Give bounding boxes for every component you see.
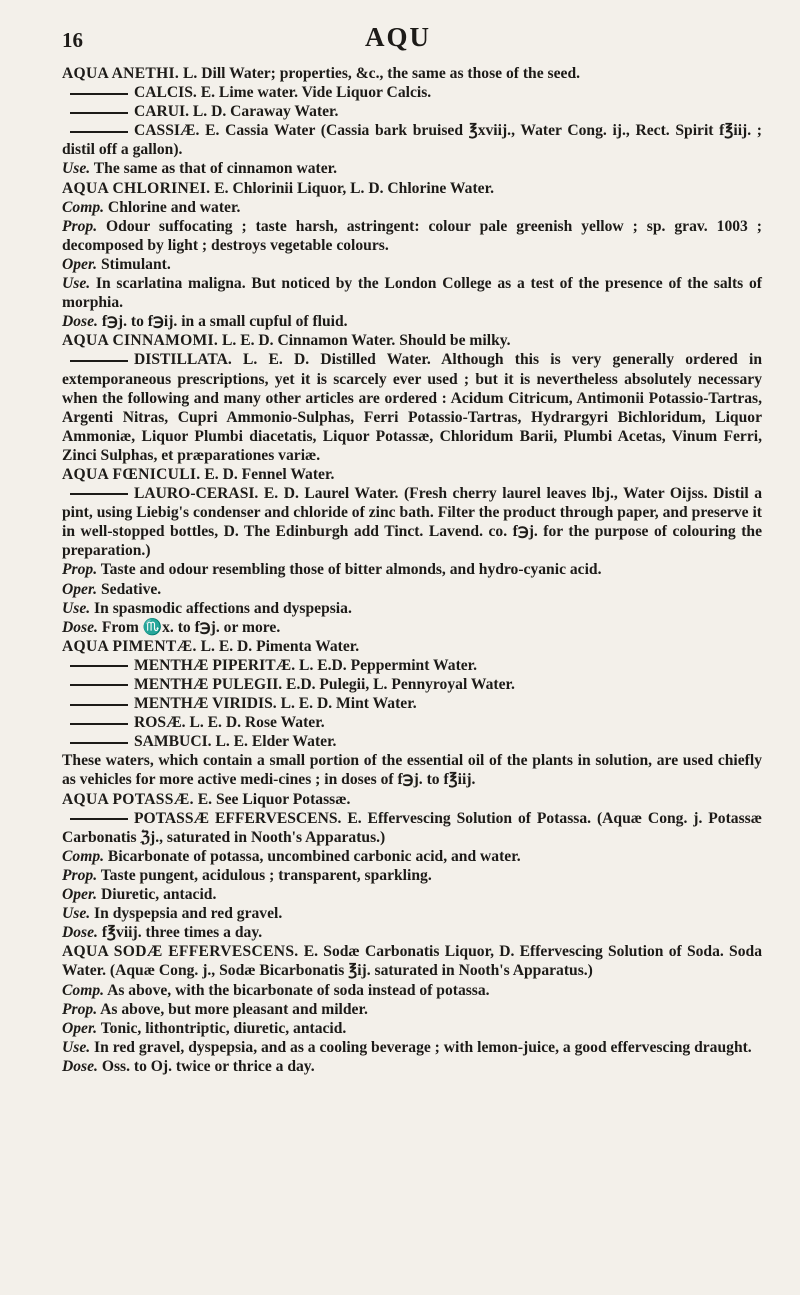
field-label: Prop.: [62, 866, 98, 884]
entry-text: POTASSÆ EFFERVESCENS. E. Effervescing Solution of Potassa. (Aquæ Cong. j. Potassæ Carbonatis ℨj., saturated in Nooth's Apparatus.): [62, 809, 762, 846]
entry-headword: AQUA ANETHI.: [62, 65, 180, 82]
entry-subentry: [62, 656, 762, 675]
page-header: [62, 18, 762, 52]
entry-subentry: [62, 102, 762, 121]
field-label: Use.: [62, 1038, 91, 1056]
field-label: Comp.: [62, 198, 105, 216]
entry-field: [62, 560, 762, 579]
field-label: Comp.: [62, 981, 105, 999]
entry-text: L. E. D. Cinnamon Water. Should be milky.: [218, 332, 511, 350]
entry-headword: AQUA CHLORINEI.: [62, 179, 211, 197]
entry-field: [62, 599, 762, 618]
entry-headword: AQUA CINNAMOMI.: [62, 332, 219, 350]
entry-subentry: [62, 713, 762, 732]
entry-subentry: [62, 121, 762, 159]
field-text: Oss. to Oj. twice or thrice a day.: [97, 1057, 315, 1075]
field-text: Diuretic, antacid.: [97, 886, 217, 904]
entry-text: E. Sodæ Carbonatis Liquor, D. Effervescing Solution of Soda. Soda Water. (Aquæ Cong. j., Sodæ Bicarbonatis ℥ij. saturated in Nooth's Apparatus.): [62, 943, 762, 980]
entry-main: [62, 331, 762, 350]
entry-field: [62, 1019, 762, 1038]
entry-text: DISTILLATA. L. E. D. Distilled Water. Although this is very generally ordered in extemporaneous prescriptions, yet it is scarcely ever used ; but it is nevertheless absolutely necessary when the following and many other articles are ordered : Acidum Citricum, Antimonii Potassio-Tartras, Argenti Nitras, Cupri Ammonio-Sulphas, Ferri Potassio-Tartras, Hydrargyri Bichloridum, Liquor Ammoniæ, Liquor Plumbi diacetatis, Liquor Potassæ, Chloridum Barii, Plumbi Acetas, Vinum Ferri, Zinci Sulphas, et præparationes variæ.: [62, 351, 762, 464]
entry-main: [62, 790, 762, 809]
page-number: 16: [62, 28, 83, 52]
entry-main: [62, 179, 762, 198]
entry-headword: AQUA POTASSÆ.: [62, 790, 194, 808]
entry-field: [62, 159, 762, 178]
entry-main: [62, 942, 762, 980]
entry-text: L. E. D. Pimenta Water.: [196, 637, 360, 655]
entry-subentry: [62, 809, 762, 847]
field-label: Dose.: [62, 924, 98, 942]
entry-field: [62, 1038, 762, 1057]
entry-text: MENTHÆ PULEGII. E.D. Pulegii, L. Pennyroyal Water.: [134, 676, 515, 693]
field-text: In dyspepsia and red gravel.: [90, 905, 283, 923]
entry-subentry: [62, 350, 762, 465]
field-label: Dose.: [62, 618, 98, 636]
entry-headword: AQUA PIMENTÆ.: [62, 637, 197, 655]
entry-text: MENTHÆ VIRIDIS. L. E. D. Mint Water.: [134, 695, 417, 713]
field-label: Prop.: [62, 1000, 98, 1018]
field-text: Taste pungent, acidulous ; transparent, sparkling.: [97, 866, 432, 884]
field-label: Use.: [62, 599, 91, 617]
field-text: Odour suffocating ; taste harsh, astringent: colour pale greenish yellow ; sp. grav. 1003 ; decomposed by light ; destroys vegetable colours.: [62, 217, 762, 254]
field-label: Oper.: [62, 1019, 98, 1037]
entry-main: [62, 637, 762, 656]
field-text: Bicarbonate of potassa, uncombined carbonic acid, and water.: [104, 847, 521, 865]
entry-field: [62, 312, 762, 331]
entry-main: [62, 64, 762, 83]
field-label: Oper.: [62, 886, 98, 904]
field-text: In spasmodic affections and dyspepsia.: [90, 599, 352, 617]
field-text: As above, with the bicarbonate of soda instead of potassa.: [104, 981, 490, 999]
entry-text: These waters, which contain a small portion of the essential oil of the plants in solution, are used chiefly as vehicles for more active medi-cines ; in doses of f℈j. to f℥iij.: [62, 752, 762, 789]
entry-field: [62, 1000, 762, 1019]
entry-headword: AQUA SODÆ EFFERVESCENS.: [62, 943, 299, 961]
entry-field: [62, 904, 762, 923]
field-text: The same as that of cinnamon water.: [90, 160, 338, 178]
entry-subentry: [62, 675, 762, 694]
field-text: Tonic, lithontriptic, diuretic, antacid.: [97, 1019, 347, 1037]
field-text: Stimulant.: [97, 255, 171, 273]
field-text: From ♏x. to f℈j. or more.: [97, 618, 281, 636]
entry-field: [62, 885, 762, 904]
field-text: As above, but more pleasant and milder.: [97, 1000, 368, 1018]
entry-field: [62, 1057, 762, 1076]
field-label: Use.: [62, 160, 91, 178]
entry-field: [62, 274, 762, 312]
entry-field: [62, 198, 762, 217]
entry-field: [62, 981, 762, 1000]
entry-text: CALCIS. E. Lime water. Vide Liquor Calcis.: [134, 84, 432, 102]
field-label: Dose.: [62, 313, 98, 331]
field-text: Chlorine and water.: [104, 198, 241, 216]
field-label: Dose.: [62, 1057, 98, 1075]
field-label: Oper.: [62, 580, 98, 598]
entry-field: [62, 618, 762, 637]
entry-text: CARUI. L. D. Caraway Water.: [134, 103, 339, 121]
field-text: In red gravel, dyspepsia, and as a cooling beverage ; with lemon-juice, a good effervescing draught.: [90, 1038, 752, 1056]
field-text: f℥viij. three times a day.: [97, 924, 263, 942]
field-label: Use.: [62, 275, 91, 293]
field-text: Taste and odour resembling those of bitter almonds, and hydro-cyanic acid.: [97, 561, 602, 579]
field-label: Comp.: [62, 847, 105, 865]
entry-field: [62, 580, 762, 599]
field-label: Oper.: [62, 255, 98, 273]
entry-text: E. Chlorinii Liquor, L. D. Chlorine Water.: [210, 179, 494, 197]
entry-subentry: [62, 484, 762, 560]
field-text: In scarlatina maligna. But noticed by the London College as a test of the presence of the salts of morphia.: [62, 275, 762, 312]
field-label: Prop.: [62, 561, 98, 579]
entry-text: E. D. Fennel Water.: [200, 465, 335, 483]
entry-text: L. Dill Water; properties, &c., the same as those of the seed.: [179, 65, 581, 82]
entry-headword: AQUA FŒNICULI.: [62, 465, 201, 483]
field-text: Sedative.: [97, 580, 162, 598]
book-page: [62, 18, 762, 1076]
entry-text: SAMBUCI. L. E. Elder Water.: [134, 733, 337, 751]
entry-subentry: [62, 732, 762, 751]
entry-field: [62, 866, 762, 885]
entry-text: LAURO-CERASI. E. D. Laurel Water. (Fresh cherry laurel leaves lbj., Water Oijss. Distil a pint, using Liebig's condenser and chloride of zinc bath. Filter the product through paper, and preserve it in well-stopped bottles, D. The Edinburgh add Tinct. Lavend. co. f℈j. for the purpose of colouring the preparation.): [62, 485, 762, 560]
entry-main: [62, 465, 762, 484]
dictionary-body: [62, 64, 762, 1076]
entry-text: E. See Liquor Potassæ.: [193, 790, 351, 808]
running-head: AQU: [365, 22, 431, 52]
entry-text: ROSÆ. L. E. D. Rose Water.: [134, 714, 325, 732]
entry-text: MENTHÆ PIPERITÆ. L. E.D. Peppermint Water.: [134, 656, 478, 674]
entry-field: [62, 255, 762, 274]
field-text: f℈j. to f℈ij. in a small cupful of fluid.: [97, 313, 348, 331]
entry-field: [62, 923, 762, 942]
field-label: Use.: [62, 905, 91, 923]
field-label: Prop.: [62, 217, 98, 235]
entry-field: [62, 847, 762, 866]
entry-subentry: [62, 694, 762, 713]
entry-subentry: [62, 83, 762, 102]
entry-text: CASSIÆ. E. Cassia Water (Cassia bark bruised ℥xviij., Water Cong. ij., Rect. Spirit f℥iij. ; distil off a gallon).: [62, 122, 762, 159]
entry-field: [62, 217, 762, 255]
entry-paragraph: [62, 751, 762, 789]
